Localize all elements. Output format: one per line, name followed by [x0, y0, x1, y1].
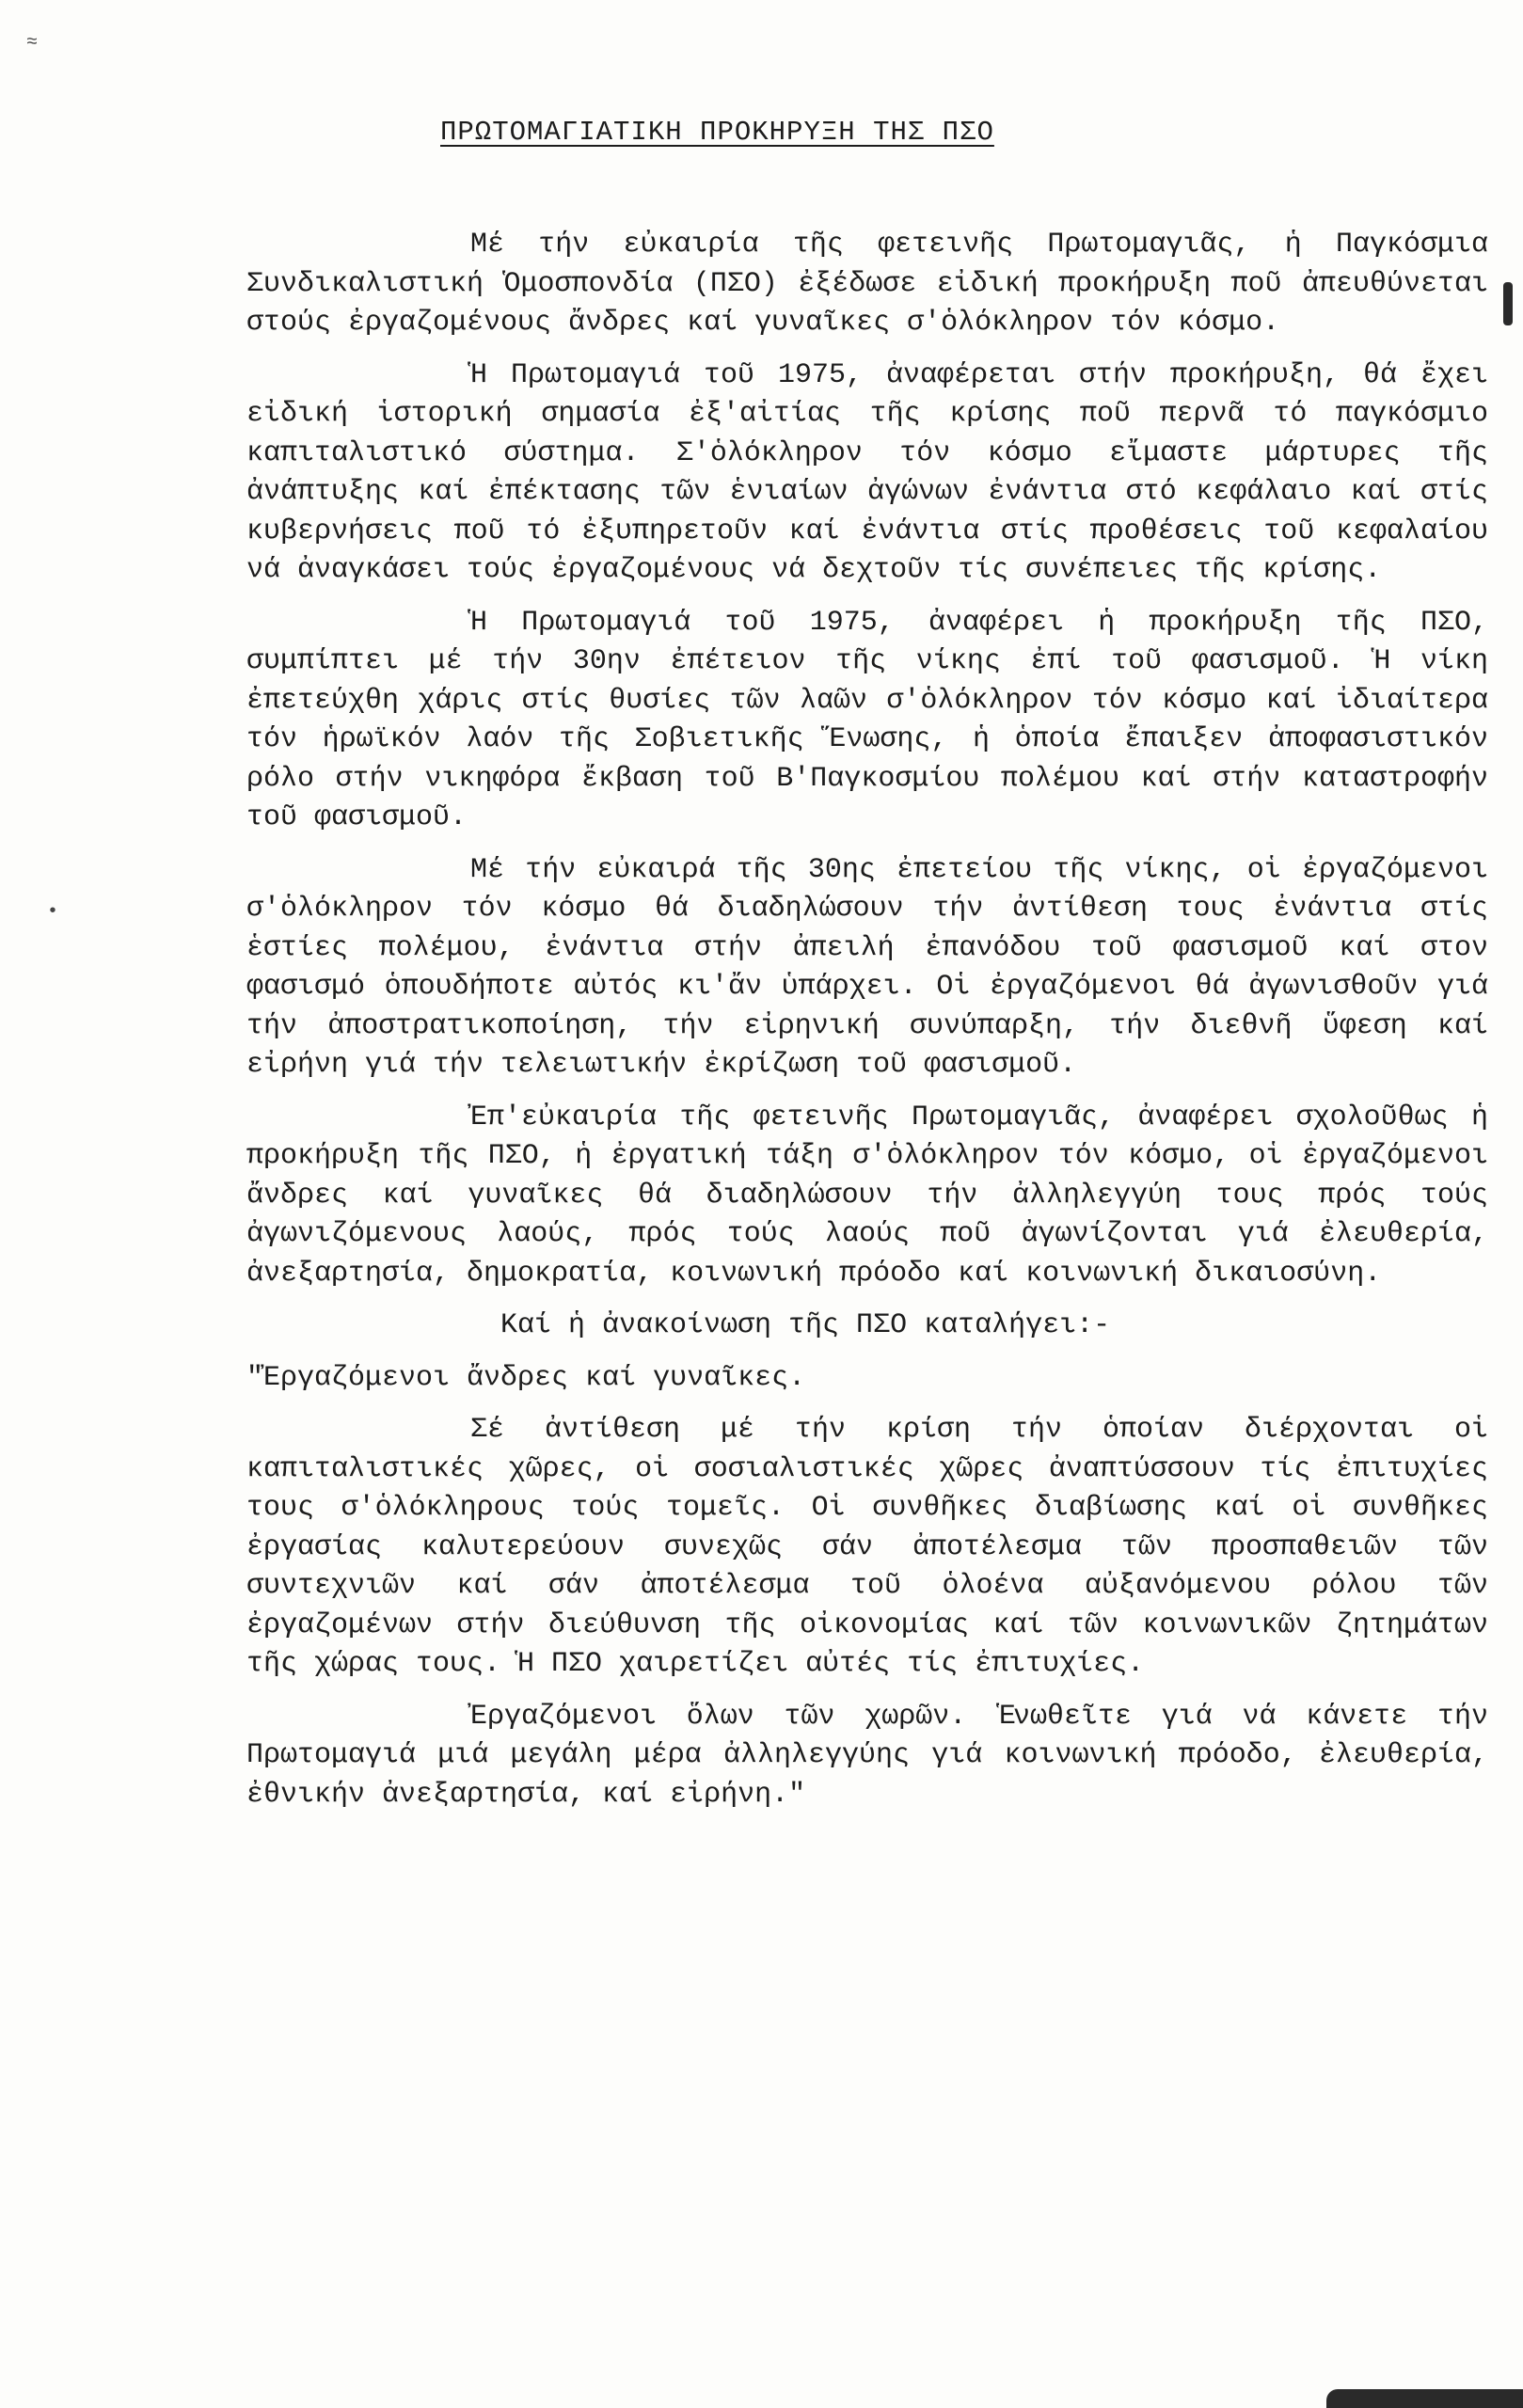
paragraph-conclusion-lead: Καί ἡ ἀνακοίνωση τῆς ΠΣΟ καταλήγει:- — [500, 1309, 1111, 1341]
document-body — [246, 226, 1488, 1828]
margin-dot: • — [47, 901, 59, 923]
paragraph-closing-call: Ἐργαζόμενοι ὅλων τῶν χωρῶν. Ἑνωθεῖτε γιά νά κάνετε τήν Πρωτομαγιά μιά μεγάλη μέρα ἀλληλεγγύης γιά κοινωνική πρόοδο, ἐλευθερία, ἐθνικήν ἀνεξαρτησία, καί εἰρήνη." — [246, 1700, 1488, 1811]
paragraph-quote-address: "Ἐργαζόμενοι ἄνδρες καί γυναῖκες. — [246, 1361, 806, 1394]
paragraph-socialist-countries: Σέ ἀντίθεση μέ τήν κρίση τήν ὁποίαν διέρχονται οἱ καπιταλιστικές χῶρες, οἱ σοσιαλιστικές χῶρες ἀναπτύσσουν τίς ἐπιτυχίες τους σ'ὁλόκληρους τούς τομεῖς. Οἱ συνθῆκες διαβίωσης καί οἱ συνθῆκες ἐργασίας καλυτερεύουν συνεχῶς σάν ἀποτέλεσμα τῶν προσπαθειῶν τῶν συντεχνιῶν καί σάν ἀποτέλεσμα τοῦ ὁλοένα αὐξανόμενου ρόλου τῶν ἐργαζομένων στήν διεύθυνση τῆς οἰκονομίας καί τῶν κοινωνικῶν ζητημάτων τῆς χώρας τους. Ἡ ΠΣΟ χαιρετίζει αὐτές τίς ἐπιτυχίες. — [246, 1414, 1488, 1680]
document-title: ΠΡΩΤΟΜΑΓΙΑΤΙΚΗ ΠΡΟΚΗΡΥΞΗ ΤΗΣ ΠΣΟ — [440, 117, 994, 148]
paragraph-crisis: Ἡ Πρωτομαγιά τοῦ 1975, ἀναφέρεται στήν προκήρυξη, θά ἔχει εἰδική ἱστορική σημασία ἐξ'αἰτίας τῆς κρίσης ποῦ περνᾶ τό παγκόσμιο καπιταλιστικό σύστημα. Σ'ὁλόκληρον τόν κόσμο εἴμαστε μάρτυρες τῆς ἀνάπτυξης καί ἐπέκτασης τῶν ἑνιαίων ἀγώνων ἐνάντια στό κεφάλαιο καί στίς κυβερνήσεις ποῦ τό ἐξυπηρετοῦν καί ἐνάντια στίς προθέσεις τοῦ κεφαλαίου νά ἀναγκάσει τούς ἐργαζομένους νά δεχτοῦν τίς συνέπειες τῆς κρίσης. — [246, 358, 1488, 586]
edge-smudge — [1503, 282, 1513, 325]
paragraph-solidarity: Ἐπ'εὐκαιρία τῆς φετεινῆς Πρωτομαγιᾶς, ἀναφέρει σχολοῦθως ἡ προκήρυξη τῆς ΠΣΟ, ἡ ἐργατική τάξη σ'ὁλόκληρον τόν κόσμο, οἱ ἐργαζόμενοι ἄνδρες καί γυναῖκες θά διαδηλώσουν τήν ἀλληλεγγύη τους πρός τούς ἀγωνιζόμενους λαούς, πρός τούς λαούς ποῦ ἀγωνίζονται γιά ἐλευθερία, ἀνεξαρτησία, δημοκρατία, κοινωνική πρόοδο καί κοινωνική δικαιοσύνη. — [246, 1101, 1488, 1290]
bottom-edge-smudge — [1326, 2389, 1523, 2408]
paragraph-intro: Μέ τήν εὐκαιρία τῆς φετεινῆς Πρωτομαγιᾶς, ἡ Παγκόσμια Συνδικαλιστική Ὁμοσπονδία (ΠΣΟ) ἐξέδωσε εἰδική προκήρυξη ποῦ ἀπευθύνεται στούς ἐργαζομένους ἄνδρες καί γυναῖκες σ'ὁλόκληρον τόν κόσμο. — [246, 229, 1488, 339]
corner-scribble: ≈ — [26, 32, 39, 54]
paragraph-anniversary: Μέ τήν εὐκαιρά τῆς 30ης ἐπετείου τῆς νίκης, οἱ ἐργαζόμενοι σ'ὁλόκληρον τόν κόσμο θά διαδηλώσουν τήν ἀντίθεση τους ἐνάντια στίς ἑστίες πολέμου, ἐνάντια στήν ἀπειλή ἐπανόδου τοῦ φασισμοῦ καί στον φασισμό ὁπουδήποτε αὐτός κι'ἄν ὑπάρχει. Οἱ ἐργαζόμενοι θά ἀγωνισθοῦν γιά τήν ἀποστρατικοποίηση, τήν εἰρηνική συνύπαρξη, τήν διεθνῆ ὕφεση καί εἰρήνη γιά τήν τελειωτικήν ἐκρίζωση τοῦ φασισμοῦ. — [246, 853, 1488, 1081]
paragraph-victory: Ἡ Πρωτομαγιά τοῦ 1975, ἀναφέρει ἡ προκήρυξη τῆς ΠΣΟ, συμπίπτει μέ τήν 30ην ἐπέτειον τῆς νίκης ἐπί τοῦ φασισμοῦ. Ἡ νίκη ἐπετεύχθη χάρις στίς θυσίες τῶν λαῶν σ'ὁλόκληρον τόν κόσμο καί ἰδιαίτερα τόν ἡρωϊκόν λαόν τῆς Σοβιετικῆς Ἕνωσης, ἡ ὁποία ἔπαιξεν ἀποφασιστικόν ρόλο στήν νικηφόρα ἔκβαση τοῦ Β'Παγκοσμίου πολέμου καί στήν καταστροφήν τοῦ φασισμοῦ. — [246, 606, 1488, 833]
